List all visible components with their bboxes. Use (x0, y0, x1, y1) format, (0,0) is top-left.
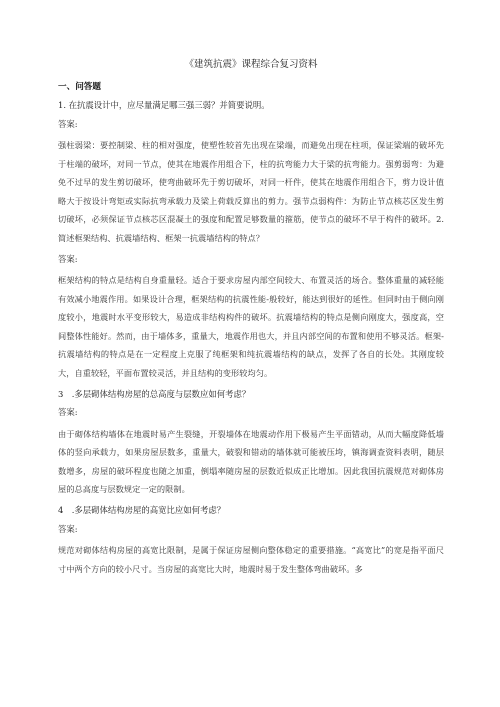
question-3: 3 .多层砌体结构房屋的总高度与层数应如何考虑？ (58, 388, 251, 399)
answer-3-text: 由于砌体结构墙体在地震时易产生裂缝，开裂墙体在地震动作用下极易产生平面错动，从而大幅度降低墙体的竖向承载力，如果房屋层数多，重量大，破裂和错动的墙体就可能被压垮，镇海调查资料表明，随层数增多，房屋的破坏程度也随之加重，倒塌率随房屋的层数近似成正比增加。因此我国抗震规范对砌体房屋的总高度与层数规定一定的限制。 (58, 428, 444, 495)
question-4: 4 .多层砌体结构房屋的高宽比应如何考虑？ (58, 505, 226, 515)
document-page (58, 58, 444, 583)
answer-2-text: 框架结构的特点是结构自身重量轻。适合于要求房屋内部空间较大、布置灵活的场合。整体重量的减轻能有效减小地震作用。如果设计合理，框架结构的抗震性能-般较好，能达到很好的延性。但同时由于侧向刚度较小，地震时水平变形较大，易造成非结构构件的破坏。抗震墙结构的特点是侧向刚度大，强度高，空间整体性能好。然而，由于墙体多，重量大，地震作用也大，并且内部空间的布置和使用不够灵活。框架-抗震墙结构的特点是在一定程度上克服了纯框架和纯抗震墙结构的缺点，发挥了各自的长处。其刚度较大，自重较轻，平面布置较灵活，并且结构的变形较均匀。 (58, 275, 444, 379)
answer-label-4: 答案: (58, 523, 78, 534)
answer-label-1: 答案: (58, 118, 78, 129)
answer-label-3: 答案: (58, 407, 78, 418)
answer-4-text: 规范对砌体结构房屋的高宽比限制，是属于保证房屋侧向整体稳定的重要措施。“高宽比”的宽是指平面尺寸中两个方向的较小尺寸。当房屋的高宽比大时，地震时易于发生整体弯曲破坏。多 (58, 545, 444, 574)
answer-label-2: 答案: (58, 253, 78, 264)
question-1: 1. 在抗震设计中，应尽量满足哪三强三弱？并简要说明。 (58, 100, 270, 110)
section-heading: 一、问答题 (58, 82, 101, 92)
answer-1-text: 强柱弱梁：要控制梁、柱的相对强度，使塑性较首先出现在梁端，而避免出现在柱项，保证梁端的破坏先于柱端的破坏，对同一节点，使其在地震作用组合下，柱的抗弯能力大于梁的抗弯能力。强剪弱弯：为避免不过早的发生剪切破坏，使弯曲破坏先于剪切破坏，对同一杆件，使其在地震作用组合下，剪力设计值略大于按设计弯矩或实际抗弯承载力及梁上荷载反算出的剪力。强节点弱构件：为防止节点核芯区发生剪切破坏，必须保证节点核芯区混凝土的强度和配置足够数量的箍筋，使节点的破坏不早于构件的破坏。2. 简述框架结构、抗震墙结构、框架一抗震墙结构的特点？ (58, 140, 444, 243)
document-title: 《建筑抗震》课程综合复习资料 (184, 59, 318, 70)
